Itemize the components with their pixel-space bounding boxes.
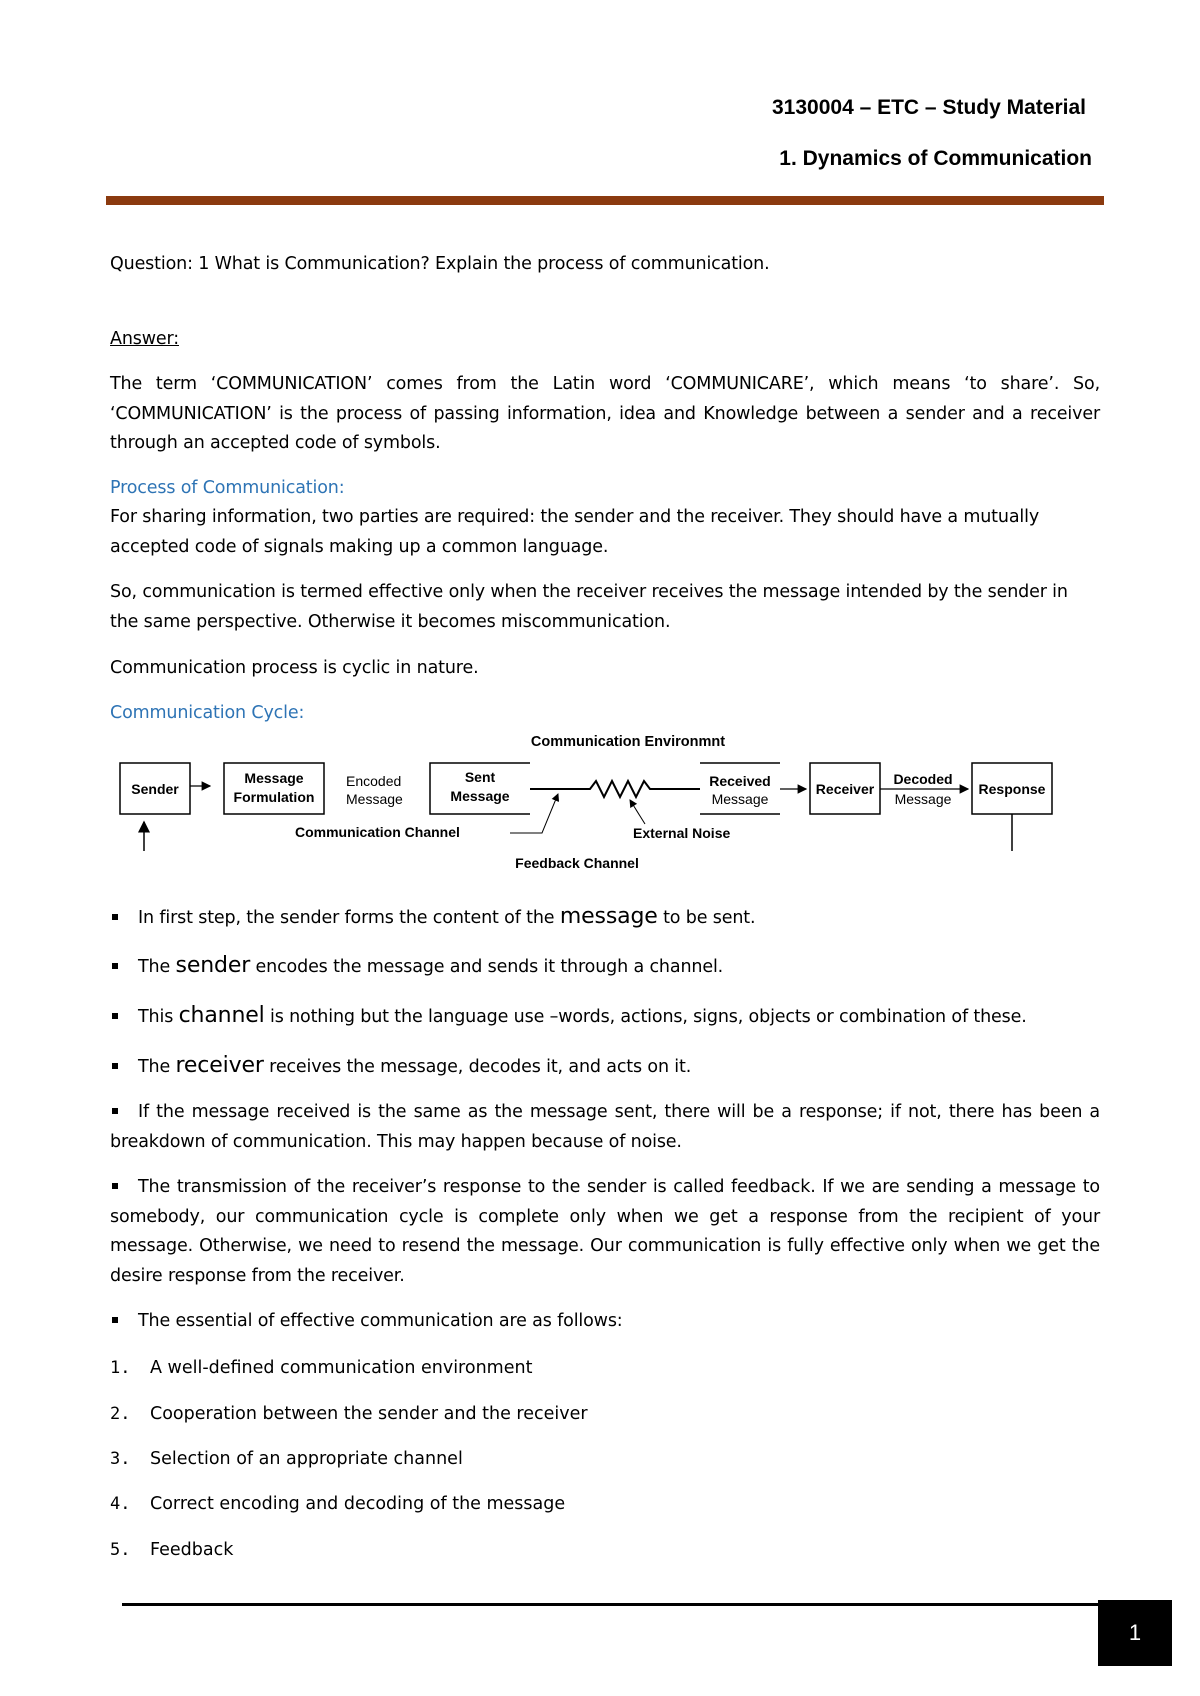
question-text: Question: 1 What is Communication? Explain the process of communication.	[110, 254, 770, 274]
bullet-square-icon	[112, 963, 118, 969]
process-heading: Process of Communication:	[110, 478, 345, 498]
communication-channel-label: Communication Channel	[295, 824, 460, 840]
header-rule	[106, 196, 1104, 205]
noise-pointer	[630, 800, 645, 824]
essential-item: 3. Selection of an appropriate channel	[110, 1449, 463, 1469]
encoded-label-2: Message	[346, 791, 403, 807]
bullet-item: In first step, the sender forms the content of the message to be sent.	[110, 902, 1100, 934]
bullet-item: This channel is nothing but the language use –words, actions, signs, objects or combination of these.	[110, 1001, 1100, 1033]
effective-paragraph: So, communication is termed effective only when the receiver receives the message intended by the sender in the same perspective. Otherwise it becomes miscommunication.	[110, 582, 1068, 632]
cycle-heading: Communication Cycle:	[110, 703, 305, 723]
feedback-channel-label: Feedback Channel	[515, 855, 639, 871]
receiver-box-label: Receiver	[815, 781, 875, 797]
received-label-2: Message	[711, 791, 769, 807]
decoded-label-2: Message	[894, 791, 952, 807]
course-code-header: 3130004 – ETC – Study Material	[772, 96, 1086, 119]
external-noise-label: External Noise	[633, 825, 731, 841]
sent-label-1: Sent	[464, 769, 496, 785]
chapter-title: 1. Dynamics of Communication	[779, 147, 1092, 170]
essential-item: 4. Correct encoding and decoding of the message	[110, 1494, 566, 1514]
essential-item: 2. Cooperation between the sender and the receiver	[110, 1404, 588, 1424]
bullet-square-icon	[112, 914, 118, 920]
page-number: 1	[1098, 1600, 1172, 1666]
bullet-square-icon	[112, 1013, 118, 1019]
bullet-item: The receiver receives the message, decodes it, and acts on it.	[110, 1051, 1100, 1083]
bullet-item: If the message received is the same as the message sent, there will be a response; if not, there has been a breakdown of communication. This may happen because of noise.	[110, 1102, 1100, 1152]
process-paragraph: For sharing information, two parties are required: the sender and the receiver. They should have a mutually accepted code of signals making up a common language.	[110, 507, 1040, 557]
bullet-item: The transmission of the receiver’s response to the sender is called feedback. If we are sending a message to somebody, our communication cycle is complete only when we get a response from the recipient of your message. Otherwise, we need to resend the message. Our communication is fully effective only when we get the desire response from the receiver.	[110, 1177, 1100, 1286]
cyclic-paragraph: Communication process is cyclic in nature.	[110, 658, 479, 678]
response-box-label: Response	[978, 781, 1046, 797]
bullet-square-icon	[112, 1183, 118, 1189]
environment-label: Communication Environmnt	[530, 734, 726, 750]
sent-label-2: Message	[450, 788, 510, 804]
encoded-label-1: Encoded	[346, 773, 402, 789]
decoded-label-1: Decoded	[893, 771, 953, 787]
formulation-label-2: Formulation	[233, 789, 315, 805]
answer-label: Answer:	[110, 329, 179, 349]
channel-noise-line	[530, 781, 700, 797]
bullet-item: The sender encodes the message and sends it through a channel.	[110, 951, 1100, 983]
definition-paragraph: The term ‘COMMUNICATION’ comes from the Latin word ‘COMMUNICARE’, which means ‘to share’. So, ‘COMMUNICATION’ is the process of passing information, idea and Knowledge between a sender and a receiver through an accepted code of symbols.	[110, 374, 1100, 453]
formulation-label-1: Message	[244, 770, 304, 786]
sender-box-label: Sender	[131, 781, 179, 797]
bullet-item: The essential of effective communication are as follows:	[110, 1307, 1100, 1337]
communication-cycle-diagram	[110, 726, 1100, 876]
bullet-square-icon	[112, 1063, 118, 1069]
essential-item: 1. A well-defined communication environment	[110, 1358, 533, 1378]
bullet-square-icon	[112, 1108, 118, 1114]
essential-item: 5. Feedback	[110, 1540, 234, 1560]
bullet-square-icon	[112, 1317, 118, 1323]
received-label-1: Received	[709, 773, 771, 789]
footer-rule	[122, 1603, 1106, 1606]
